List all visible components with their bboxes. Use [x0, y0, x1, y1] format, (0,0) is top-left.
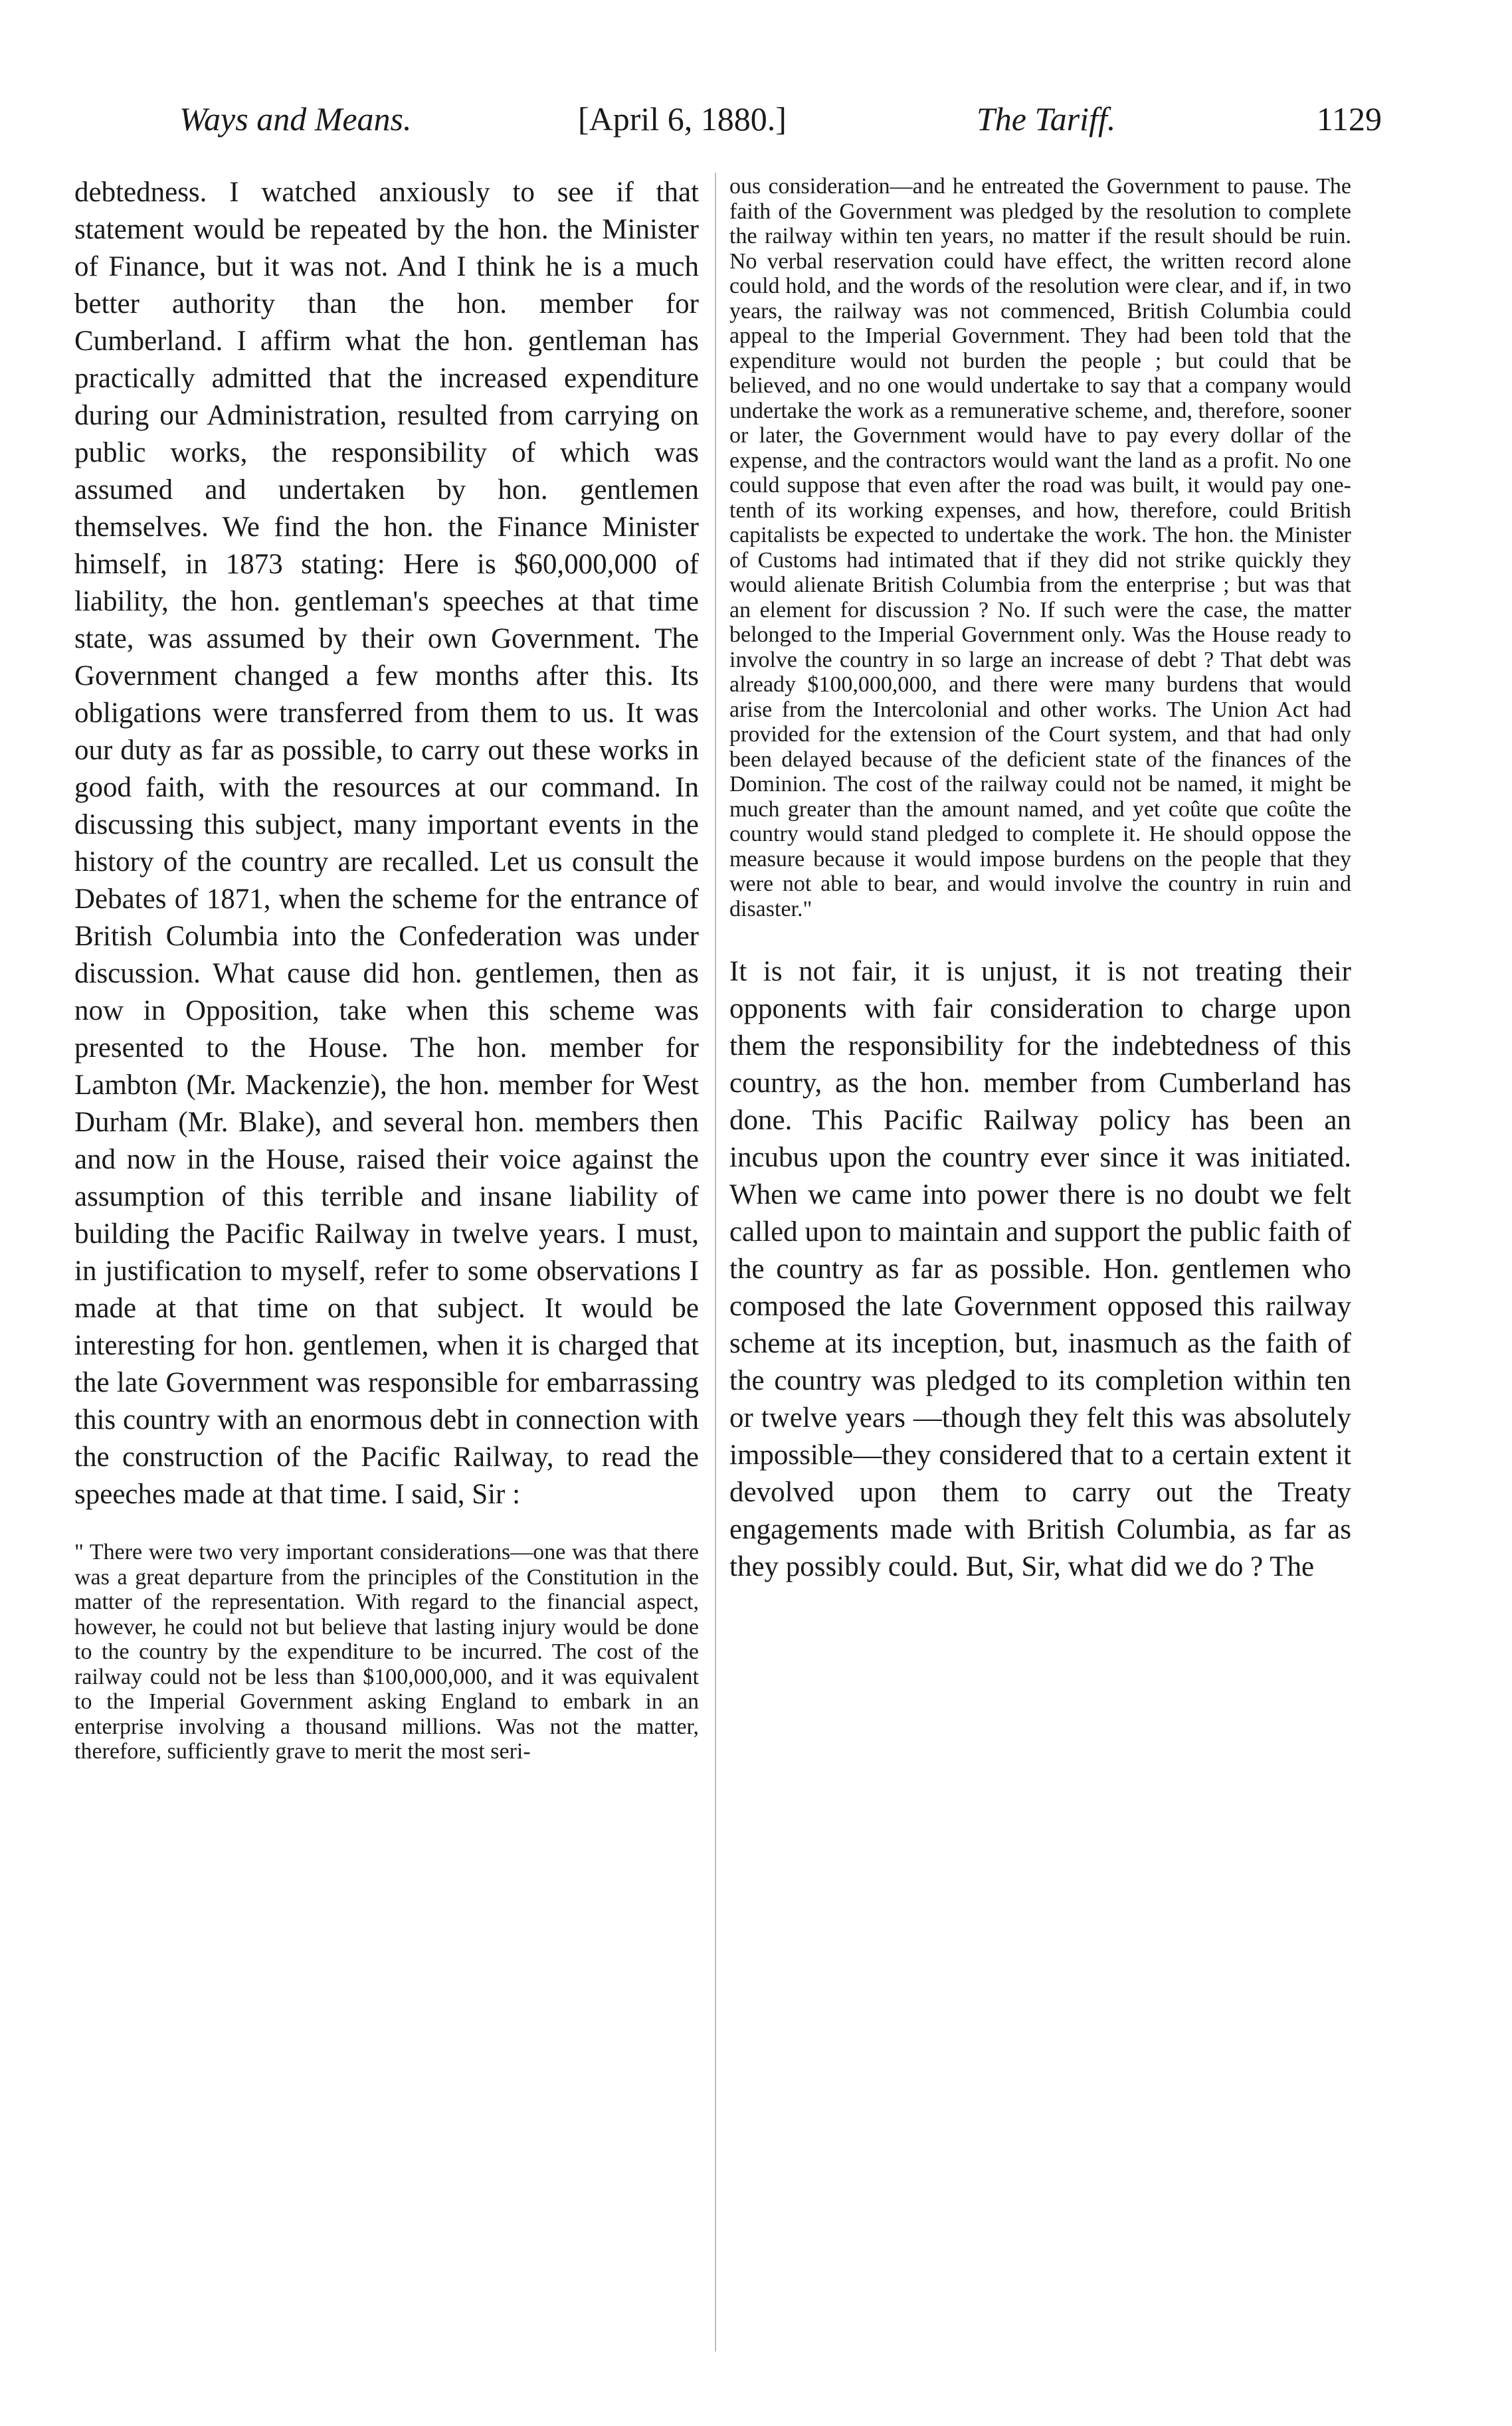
speech-paragraph: debtedness. I watched anxiously to see if that statement would be repeated by the hon. the Minister of Finance, but it was not. And I think he is a much better authority than the hon. member for Cumberland. I affirm what the hon. gentleman has practically admitted that the increased expenditure during our Administration, resulted from carrying on public works, the responsibility of which was assumed and undertaken by hon. gentlemen themselves. We find the hon. the Finance Minister himself, in 1873 stating: Here is $60,000,000 of liability, the hon. gentleman's speeches at that time state, was assumed by their own Government. The Government changed a few months after this. Its obligations were transferred from them to us. It was our duty as far as possible, to carry out these works in good faith, with the resources at our command. In discussing this subject, many important events in the history of the country are recalled. Let us consult the Debates of 1871, when the scheme for the entrance of British Columbia into the Confederation was under discussion. What cause did hon. gentlemen, then as now in Opposition, take when this scheme was presented to the House. The hon. member for Lambton (Mr. Mackenzie), the hon. member for West Durham (Mr. Blake), and several hon. members then and now in the House, raised their voice against the assumption of this terrible and insane liability of building the Pacific Railway in twelve years. I must, in justification to myself, refer to some observations I made at that time on that subject. It would be interesting for hon. gentlemen, when it is charged that the late Government was responsible for embarrassing this country with an enormous debt in connection with the construction of the Pacific Railway, to read the speeches made at that time. I said, Sir : — [74, 177, 699, 1510]
header-date: [April 6, 1880.] — [578, 100, 787, 138]
column-divider — [715, 173, 716, 2352]
speech-paragraph-continued: It is not fair, it is unjust, it is not treating their opponents with fair consideration to charge upon them the responsibility for the indebtedness of this country, as the hon. member from Cumberland has done. This Pacific Railway policy has been an incubus upon the country ever since it was initiated. When we came into power there is no doubt we felt called upon to maintain and support the public faith of the country as far as possible. Hon. gentlemen who composed the late Government opposed this railway scheme at its inception, but, inasmuch as the faith of the country was pledged to its completion within ten or twelve years —though they felt this was absolutely impossible—they considered that to a certain extent it devolved upon them to carry out the Treaty engagements made with British Columbia, as far as they possibly could. But, Sir, what did we do ? The — [729, 956, 1351, 1582]
quoted-speech-continued: ous consideration—and he entreated the Government to pause. The faith of the Government was pledged by the resolution to complete the railway within ten years, no matter if the result should be ruin. No verbal reservation could have effect, the written record alone could hold, and the words of the resolution were clear, and if, in two years, the railway was not commenced, British Columbia could appeal to the Imperial Government. They had been told that the expenditure would not burden the people ; but could that be believed, and no one would undertake to say that a company would undertake the work as a remunerative scheme, and, therefore, sooner or later, the Government would have to pay every dollar of the expense, and the contractors would want the land as a profit. No one could suppose that even after the road was built, it would pay one-tenth of its working expenses, and how, therefore, could British capitalists be expected to undertake the work. The hon. the Minister of Customs had intimated that if they did not strike quickly they would alienate British Columbia from the enterprise ; but was that an element for discussion ? No. If such were the case, the matter belonged to the Imperial Government only. Was the House ready to involve the country in so large an increase of debt ? That debt was already $100,000,000, and there were many burdens that would arise from the Intercolonial and other works. The Union Act had provided for the extension of the Court system, and that had only been delayed because of the deficient state of the finances of the Dominion. The cost of the railway could not be named, it might be much greater than the amount named, and yet coûte que coûte the country would stand pledged to complete it. He should oppose the measure because it would impose burdens on the people that they were not able to bear, and would involve the country in ruin and disaster." — [729, 174, 1351, 921]
quoted-speech-start: " There were two very important considerations—one was that there was a great departure from the principles of the Constitution in the matter of the representation. With regard to the financial aspect, however, he could not but believe that lasting injury would be done to the country by the expenditure to be incurred. The cost of the railway could not be less than $100,000,000, and it was equivalent to the Imperial Government asking England to embark in an enterprise involving a thousand millions. Was not the matter, therefore, sufficiently grave to merit the most seri- — [74, 1540, 699, 1764]
header-section-title: Ways and Means. — [179, 100, 412, 138]
running-header — [179, 100, 1382, 140]
left-column — [74, 174, 699, 1764]
page-number: 1129 — [1316, 100, 1382, 138]
header-topic: The Tariff. — [977, 100, 1116, 138]
right-column — [729, 174, 1351, 1586]
